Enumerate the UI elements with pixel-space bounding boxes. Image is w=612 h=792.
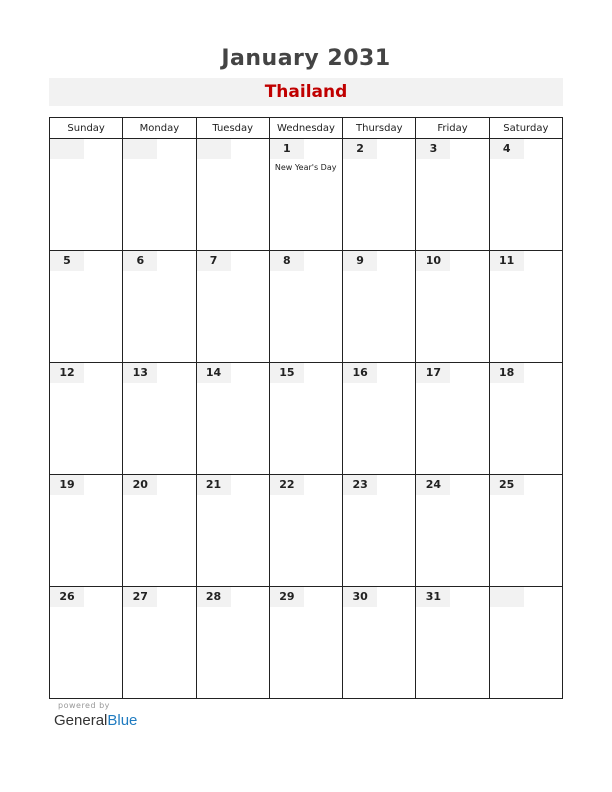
day-cell xyxy=(196,587,269,699)
weekday-saturday: Saturday xyxy=(489,118,562,139)
day-cell xyxy=(489,587,562,699)
day-number: 17 xyxy=(416,363,450,383)
weekday-friday: Friday xyxy=(416,118,489,139)
brand-general: General xyxy=(54,712,108,729)
weekday-monday: Monday xyxy=(123,118,196,139)
day-cell xyxy=(269,139,342,251)
day-number: 15 xyxy=(270,363,304,383)
day-number: 3 xyxy=(416,139,450,159)
week-row xyxy=(50,139,563,251)
day-cell xyxy=(489,475,562,587)
day-number xyxy=(50,139,84,159)
day-cell xyxy=(50,475,123,587)
day-cell xyxy=(50,251,123,363)
weekday-wednesday: Wednesday xyxy=(269,118,342,139)
weekday-thursday: Thursday xyxy=(343,118,416,139)
weekday-sunday: Sunday xyxy=(50,118,123,139)
day-number: 4 xyxy=(490,139,524,159)
day-cell xyxy=(123,587,196,699)
day-number: 12 xyxy=(50,363,84,383)
day-number: 8 xyxy=(270,251,304,271)
day-cell xyxy=(196,363,269,475)
day-number: 27 xyxy=(123,587,157,607)
day-number: 7 xyxy=(197,251,231,271)
day-number: 1 xyxy=(270,139,304,159)
day-cell xyxy=(269,363,342,475)
day-number: 18 xyxy=(490,363,524,383)
day-cell xyxy=(269,587,342,699)
day-cell xyxy=(343,475,416,587)
day-number: 20 xyxy=(123,475,157,495)
day-number: 14 xyxy=(197,363,231,383)
week-row xyxy=(50,251,563,363)
day-cell xyxy=(489,363,562,475)
day-number: 25 xyxy=(490,475,524,495)
day-number: 31 xyxy=(416,587,450,607)
day-cell xyxy=(343,139,416,251)
day-number: 16 xyxy=(343,363,377,383)
weekday-header-row xyxy=(50,118,563,139)
day-cell xyxy=(50,587,123,699)
day-number: 13 xyxy=(123,363,157,383)
country-banner: Thailand xyxy=(49,78,563,106)
day-cell xyxy=(123,139,196,251)
day-number: 5 xyxy=(50,251,84,271)
day-cell xyxy=(489,139,562,251)
day-cell xyxy=(343,587,416,699)
day-number: 11 xyxy=(490,251,524,271)
day-cell xyxy=(343,363,416,475)
day-cell xyxy=(50,363,123,475)
day-cell xyxy=(416,139,489,251)
day-cell xyxy=(416,475,489,587)
calendar-title: January 2031 xyxy=(221,46,391,71)
day-number: 6 xyxy=(123,251,157,271)
day-number xyxy=(490,587,524,607)
day-number: 2 xyxy=(343,139,377,159)
day-cell xyxy=(269,251,342,363)
day-cell xyxy=(196,251,269,363)
day-cell xyxy=(416,251,489,363)
week-row xyxy=(50,475,563,587)
day-cell xyxy=(196,475,269,587)
calendar-grid xyxy=(49,117,563,699)
day-number xyxy=(197,139,231,159)
day-number: 21 xyxy=(197,475,231,495)
day-number: 29 xyxy=(270,587,304,607)
day-number: 28 xyxy=(197,587,231,607)
day-cell xyxy=(50,139,123,251)
day-number: 23 xyxy=(343,475,377,495)
day-number: 26 xyxy=(50,587,84,607)
day-number: 10 xyxy=(416,251,450,271)
day-cell xyxy=(269,475,342,587)
day-cell xyxy=(123,251,196,363)
day-cell xyxy=(196,139,269,251)
day-number: 30 xyxy=(343,587,377,607)
day-cell xyxy=(489,251,562,363)
day-number xyxy=(123,139,157,159)
day-number: 9 xyxy=(343,251,377,271)
day-cell xyxy=(123,475,196,587)
day-number: 24 xyxy=(416,475,450,495)
week-row xyxy=(50,587,563,699)
day-cell xyxy=(416,363,489,475)
day-cell xyxy=(343,251,416,363)
day-cell xyxy=(123,363,196,475)
holiday-label: New Year's Day xyxy=(274,163,337,172)
day-number: 19 xyxy=(50,475,84,495)
weekday-tuesday: Tuesday xyxy=(196,118,269,139)
generalblue-logo xyxy=(54,712,137,729)
week-row xyxy=(50,363,563,475)
day-number: 22 xyxy=(270,475,304,495)
powered-by-text: powered by xyxy=(58,701,110,710)
brand-blue: Blue xyxy=(107,712,138,729)
day-cell xyxy=(416,587,489,699)
